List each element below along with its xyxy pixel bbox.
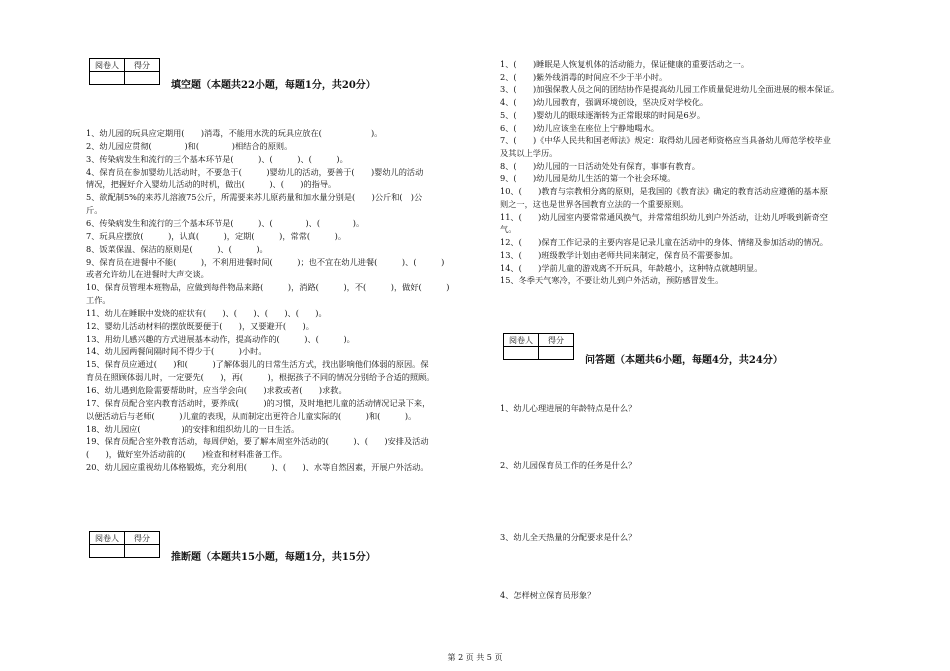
score-cell bbox=[539, 347, 574, 360]
score-label: 得分 bbox=[125, 532, 160, 545]
question-line: 12、婴幼儿活动材料的摆放既要便于( )，又要避开( )。 bbox=[86, 320, 314, 331]
question-line: 19、保育员配合室外教育活动，每周伊始，要了解本周室外活动的( )、( )安排及活动 bbox=[86, 436, 429, 447]
question-line: 9、( )幼儿园是幼儿生活的第一个社会环境。 bbox=[500, 173, 676, 184]
qa-section-title: 问答题（本题共6小题，每题4分，共24分） bbox=[585, 355, 783, 366]
question-line: 1、幼儿心理进展的年龄特点是什么？ bbox=[500, 403, 637, 413]
question-line: 16、幼儿遇到危险需要帮助时，应当学会向( )求救或者( )求救。 bbox=[86, 385, 347, 395]
question-line: 育员在照顾体弱儿时，一定要先( )，再( )，根据孩子不同的情况分别给予合适的照顾。 bbox=[86, 372, 435, 383]
score-box-fill bbox=[89, 58, 160, 85]
question-line: 10、( )教育与宗教相分离的原则，是我国的《教育法》确定的教育活动应遵循的基本原 bbox=[500, 186, 828, 197]
question-line: 8、( )幼儿园的一日活动处处有保育，事事有教育。 bbox=[500, 160, 700, 171]
score-box-qa bbox=[503, 333, 574, 360]
question-line: 3、幼儿全天热量的分配要求是什么？ bbox=[500, 532, 637, 542]
question-line: 10、保育员管理本班物品，应做到每件物品来路( )，消路( )，不( )，做好( ) bbox=[86, 282, 450, 293]
question-line: 则之一，这也是世界各国教育立法的一个重要原则。 bbox=[500, 198, 689, 209]
question-line: 17、保育员配合室内教育活动时，要养成( )的习惯，及时地把儿童的活动情况记录下来， bbox=[86, 397, 431, 408]
question-line: 15、冬季天气寒冷，不要让幼儿到户外活动，预防感冒发生。 bbox=[500, 275, 724, 286]
question-line: 7、玩具应摆放( )，认真( )，定期( )，常常( )。 bbox=[86, 230, 347, 241]
question-line: 3、( )加强保教人员之间的团结协作是提高幼儿园工作质量促进幼儿全面进展的根本保证。 bbox=[500, 84, 840, 95]
question-line: 2、幼儿园保育员工作的任务是什么？ bbox=[500, 460, 637, 470]
question-line: 15、保育员应通过( )和( )了解体弱儿的日常生活方式，找出影响他们体弱的原因。保 bbox=[86, 359, 429, 370]
question-line: ( )，做好室外活动前的( )检查和材料准备工作。 bbox=[86, 449, 288, 460]
question-line: 18、幼儿园应( )的安排和组织幼儿的一日生活。 bbox=[86, 423, 300, 434]
fill-section-title: 填空题（本题共22小题，每题1分，共20分） bbox=[171, 80, 376, 91]
question-line: 及其以上学历。 bbox=[500, 148, 558, 159]
reviewer-label: 阅卷人 bbox=[90, 532, 125, 545]
question-line: 5、( )婴幼儿的眼球逐渐转为正常眼球的时间是6岁。 bbox=[500, 109, 706, 120]
question-line: 气。 bbox=[500, 224, 517, 235]
question-line: 11、幼儿在睡眠中发烧的症状有( )、( )、( )、( )。 bbox=[86, 307, 327, 318]
question-line: 情况，把握好介入婴幼儿活动的时机，做出( )、( )的指导。 bbox=[86, 179, 337, 190]
question-line: 2、( )紫外线消毒的时间应不少于半小时。 bbox=[500, 71, 668, 82]
question-line: 4、怎样树立保育员形象？ bbox=[500, 590, 596, 600]
question-line: 9、保育员在进餐中不能( )，不利用进餐时间( )；也不宜在幼儿进餐( )、( ) bbox=[86, 256, 445, 267]
question-line: 8、饭菜保温、保洁的原则是( )、( )。 bbox=[86, 243, 268, 254]
question-line: 12、( )保育工作记录的主要内容是记录儿童在活动中的身体、情绪及参加活动的情况。 bbox=[500, 237, 828, 248]
reviewer-label: 阅卷人 bbox=[504, 334, 539, 347]
reviewer-cell bbox=[90, 545, 125, 558]
score-box-judge bbox=[89, 531, 160, 558]
reviewer-label: 阅卷人 bbox=[90, 59, 125, 72]
question-line: 3、传染病发生和流行的三个基本环节是( )、( )、( )。 bbox=[86, 153, 348, 164]
question-line: 工作。 bbox=[86, 295, 111, 306]
score-label: 得分 bbox=[539, 334, 574, 347]
reviewer-cell bbox=[90, 72, 125, 85]
question-line: 2、幼儿园应贯彻( )和( )相结合的原则。 bbox=[86, 140, 293, 151]
question-line: 11、( )幼儿园室内要常常通风换气，并常常组织幼儿到户外活动，让幼儿呼吸到新奇空 bbox=[500, 211, 828, 222]
question-line: 4、( )幼儿园教育，强调环境创设，坚决反对学校化。 bbox=[500, 97, 709, 108]
question-line: 斤。 bbox=[86, 205, 103, 216]
question-line: 20、幼儿园应重视幼儿体格锻炼，充分利用( )、( )、水等自然因素，开展户外活动。 bbox=[86, 462, 429, 473]
score-cell bbox=[125, 545, 160, 558]
question-line: 13、用幼儿感兴趣的方式进展基本动作，提高动作的( )、( )。 bbox=[86, 333, 355, 344]
question-line: 或者允许幼儿在进餐时大声交谈。 bbox=[86, 269, 209, 280]
question-line: 6、( )幼儿应该坐在座位上宁静地喝水。 bbox=[500, 122, 659, 133]
question-line: 1、( )睡眠是人恢复机体的活动能力，保证健康的重要活动之一。 bbox=[500, 59, 750, 69]
question-line: 5、欲配制5%的来苏儿溶液75公斤，所需要来苏儿原药量和加水量分别是( )公斤和( )公 bbox=[86, 192, 423, 203]
page-footer: 第 2 页 共 5 页 bbox=[447, 653, 503, 662]
question-line: 6、传染病发生和流行的三个基本环节是( )、( )、( )。 bbox=[86, 217, 365, 228]
score-cell bbox=[125, 72, 160, 85]
question-line: 1、幼儿园的玩具应定期用( )消毒，不能用水洗的玩具应放在( )。 bbox=[86, 128, 383, 138]
judge-section-title: 推断题（本题共15小题，每题1分，共15分） bbox=[171, 552, 376, 563]
question-line: 14、( )学前儿童的游戏离不开玩具，年龄越小，这种特点就越明显。 bbox=[500, 262, 763, 273]
question-line: 13、( )班级教学计划由老师共同来制定，保育员不需要参加。 bbox=[500, 249, 738, 260]
question-line: 14、幼儿园两餐间隔时间不得少于( )小时。 bbox=[86, 346, 267, 357]
reviewer-cell bbox=[504, 347, 539, 360]
question-line: 7、( )《中华人民共和国老师法》规定：取得幼儿园老师资格应当具备幼儿师范学校毕业 bbox=[500, 135, 831, 146]
question-line: 4、保育员在参加婴幼儿活动时，不要急于( )婴幼儿的活动，要善于( )婴幼儿的活动 bbox=[86, 166, 424, 177]
question-line: 以便活动后与老师( )儿童的表现，从而制定出更符合儿童实际的( )和( )。 bbox=[86, 410, 417, 421]
score-label: 得分 bbox=[125, 59, 160, 72]
